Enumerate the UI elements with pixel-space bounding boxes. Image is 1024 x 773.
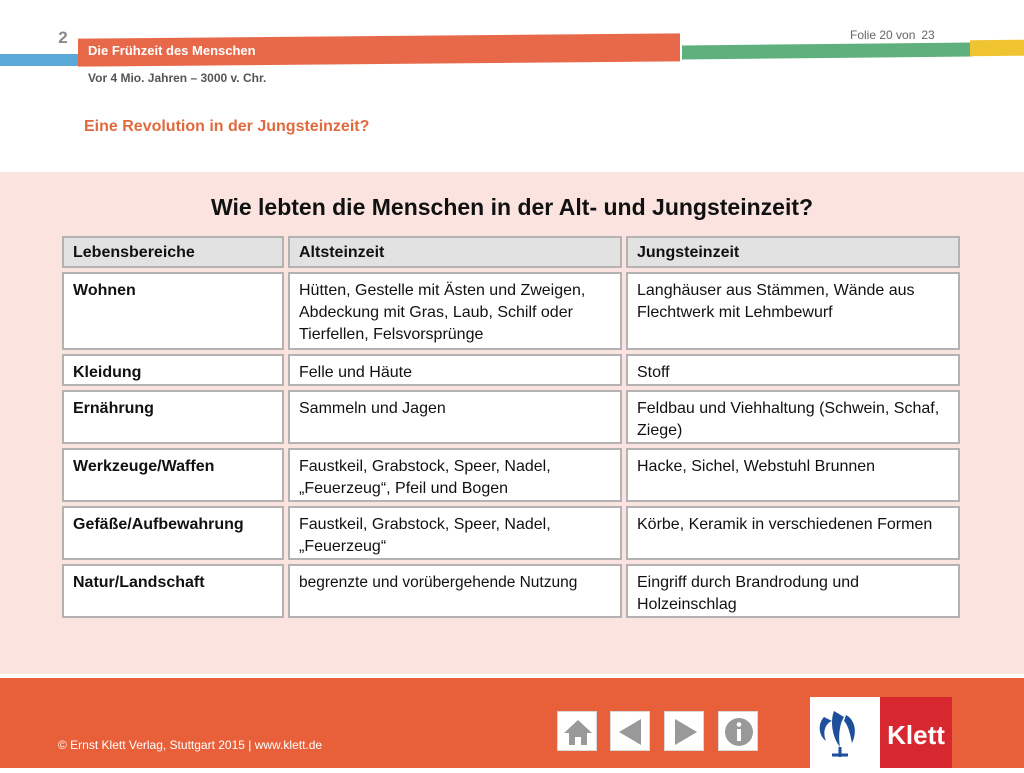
info-button[interactable] xyxy=(718,711,758,751)
table-cell: Körbe, Keramik in verschiedenen Formen xyxy=(626,506,960,560)
table-cell: Feldbau und Viehhaltung (Schwein, Schaf, Ziege) xyxy=(626,390,960,444)
next-button[interactable] xyxy=(664,711,704,751)
table-header-cell: Jungsteinzeit xyxy=(626,236,960,268)
table-cell: Felle und Häute xyxy=(288,354,622,386)
table-cell: Langhäuser aus Stämmen, Wände aus Flechtwerk mit Lehmbewurf xyxy=(626,272,960,350)
table-row-label: Ernährung xyxy=(62,390,284,444)
chapter-title: Die Frühzeit des Menschen xyxy=(88,43,256,58)
table-cell: Faustkeil, Grabstock, Speer, Nadel, „Feuerzeug“ xyxy=(288,506,622,560)
table-row-label: Werkzeuge/Waffen xyxy=(62,448,284,502)
table-cell: Sammeln und Jagen xyxy=(288,390,622,444)
home-icon xyxy=(558,712,598,752)
next-arrow-icon xyxy=(665,712,705,752)
table-cell: Faustkeil, Grabstock, Speer, Nadel, „Feuerzeug“, Pfeil und Bogen xyxy=(288,448,622,502)
table-header-cell: Altsteinzeit xyxy=(288,236,622,268)
table-row-label: Natur/Landschaft xyxy=(62,564,284,618)
klett-logo-text: Klett xyxy=(887,720,945,750)
klett-logo xyxy=(810,697,952,768)
table-row-label: Wohnen xyxy=(62,272,284,350)
previous-button[interactable] xyxy=(610,711,650,751)
comparison-table xyxy=(62,236,960,618)
copyright-text: © Ernst Klett Verlag, Stuttgart 2015 | www.klett.de xyxy=(58,738,323,752)
topic-title: Eine Revolution in der Jungsteinzeit? xyxy=(84,118,370,135)
content-area xyxy=(0,172,1024,674)
home-button[interactable] xyxy=(557,711,597,751)
table-cell: Hacke, Sichel, Webstuhl Brunnen xyxy=(626,448,960,502)
klett-logo-red xyxy=(880,697,952,768)
footer-bar xyxy=(0,678,1024,768)
previous-arrow-icon xyxy=(611,712,651,752)
table-cell: Hütten, Gestelle mit Ästen und Zweigen, Abdeckung mit Gras, Laub, Schilf oder Tierfellen, Felsvorsprünge xyxy=(288,272,622,350)
table-header-cell: Lebensbereiche xyxy=(62,236,284,268)
table-cell: Eingriff durch Brandrodung und Holzeinschlag xyxy=(626,564,960,618)
header-band-yellow xyxy=(970,40,1024,57)
slide-counter-total: 23 xyxy=(921,28,935,42)
klett-emblem-icon xyxy=(810,697,872,768)
table-cell: Stoff xyxy=(626,354,960,386)
chapter-subtitle: Vor 4 Mio. Jahren – 3000 v. Chr. xyxy=(88,71,267,85)
page-title: Wie lebten die Menschen in der Alt- und Jungsteinzeit? xyxy=(210,194,814,220)
slide-counter xyxy=(850,28,941,42)
header-band-blue xyxy=(0,54,84,66)
table-row-label: Gefäße/Aufbewahrung xyxy=(62,506,284,560)
slide-counter-label: Folie 20 von xyxy=(850,28,916,42)
info-icon xyxy=(719,712,759,752)
table-row-label: Kleidung xyxy=(62,354,284,386)
chapter-number: 2 xyxy=(58,28,68,47)
table-cell: begrenzte und vorübergehende Nutzung xyxy=(288,564,622,618)
header-band-green xyxy=(682,42,972,59)
